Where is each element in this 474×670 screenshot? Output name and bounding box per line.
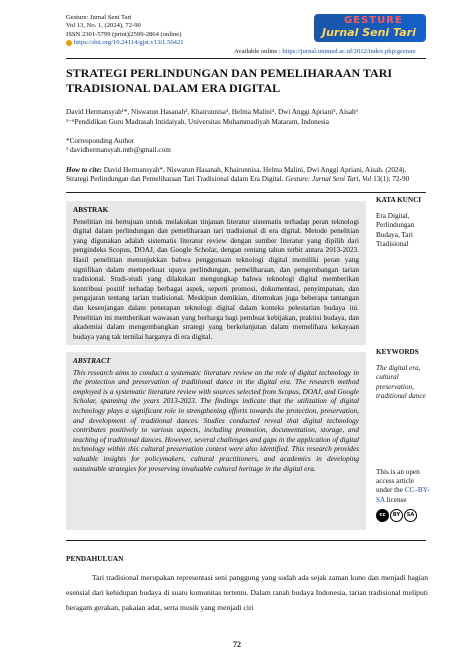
citation-journal: Gesture: Jurnal Seni Tari, Vol bbox=[285, 175, 372, 184]
by-icon: BY bbox=[390, 509, 403, 522]
abstract-text: This research aims to conduct a systematic literature review on the role of digital technology in the protection and preservation of traditional dance in the digital era. The research method employed is a systematic literature review with sources selected from Scopus, DOAJ, and Google Scholar, spanning the years 2013-2023. The findings indicate that the utilization of digital technology plays a significant role in strengthening efforts towards the protection, preservation, and development of traditional dances. Studies conducted reveal that digital technology contributes positively to various aspects, including promotion, documentation, storage, and teaching of traditional dances. However, several challenges and gaps in the application of digital technology within this cultural preservation context were also identified. This research provides valuable insights for policymakers, cultural practitioners, and academics in developing sustainable strategies for preserving invaluable cultural heritage in the digital era. bbox=[73, 367, 359, 473]
issn-info: ISSN 2301-5799 (print)|2599-2864 (online) bbox=[66, 30, 182, 38]
section-body bbox=[66, 570, 428, 615]
keywords-text: The digital era, cultural preservation, traditional dance bbox=[376, 364, 426, 400]
abstract-box bbox=[66, 352, 366, 530]
cc-icon: cc bbox=[376, 509, 389, 522]
citation-label: How to cite: bbox=[66, 166, 102, 174]
corresponding-label: *Corresponding Author bbox=[66, 137, 135, 145]
paper-title: STRATEGI PERLINDUNGAN DAN PEMELIHARAAN TARI TRADISIONAL DALAM ERA DIGITAL bbox=[66, 66, 393, 95]
abstrak-text: Penelitian ini bertujuan untuk melakukan tinjauan literatur sistematis terhadap peran teknologi digital dalam perlindungan dan pemeliharaan tari tradisional di era digital. Metode penelitian yang digunakan adalah sistematis literatur review dengan sumber literatur yang dipilih dari pengindeks Scopus, DOAJ, dan Google Scholar, dengan rentang tahun terbit antara 2013-2023. Hasil penelitian menunjukkan bahwa penggunaan teknologi digital memiliki peran yang signifikan dalam memperkuat upaya perlindungan, pemeliharaan, dan pengembangan tarian tradisional. Studi-studi yang dilakukan mengungkap bahwa teknologi digital memberikan kontribusi positif terhadap berbagai aspek, seperti promosi, dokumentasi, penyimpanan, dan pengajaran tentang tarian tradisional. Meskipun demikian, ditemukan juga beberapa tantangan dan kesenjangan dalam penerapan teknologi digital dalam konteks pelestarian budaya ini. Penelitian ini memberikan wawasan yang berharga bagi pembuat kebijakan, praktisi budaya, dan akademisi dalam mengembangkan strategi yang berkelanjutan dalam memelihara kekayaan budaya yang tak ternilai harganya di era digital. bbox=[73, 216, 359, 341]
section-text: Tari tradisional merupakan representasi seni panggung yang sudah ada sejak zaman kuno dan menjadi bagian esensial dari kehidupan budaya di suatu komunitas tertentu. Dalam ranah budaya Indonesia, tarian tradisional meliputi beragam gerakan, pakaian adat, serta musik yang menjadi ciri bbox=[66, 573, 428, 612]
available-url[interactable]: https://jurnal.unimed.ac.id/2012/index.php/gesture bbox=[282, 48, 416, 55]
citation-text: David Hermansyah*, Niswatun Hasanah, Khairunnisa, Helma Malini, Dwi Anggi Apriani, Aisah. (2024). Strategi Perlindungan dan Pemeliharaan Tari Tradisional dalam Era Digital. bbox=[66, 166, 407, 184]
journal-name: Gesture: Jurnal Seni Tari bbox=[66, 14, 132, 21]
license-link[interactable]: CC–BY-SA bbox=[376, 486, 430, 504]
journal-header bbox=[66, 14, 266, 48]
abstrak-box bbox=[66, 201, 366, 345]
keywords bbox=[376, 348, 432, 401]
license-text: This is an open access article under the bbox=[376, 468, 420, 495]
kata-kunci-text: Era Digital, Perlindungan Budaya, Tari Tradisional bbox=[376, 212, 415, 248]
keywords-heading: KEYWORDS bbox=[376, 348, 419, 356]
doi-link[interactable]: https://doi.org/10.24114/gjst.v13i1.56421 bbox=[74, 39, 184, 47]
author-list: David Hermansyah¹*, Niswatun Hasanah², Khairunnisa³, Helma Malini⁴, Dwi Anggi Apriani⁵, Aisah⁶ bbox=[66, 108, 359, 116]
affiliation: ¹⁻⁶Pendidikan Guru Madrasah Intidaiyah, Universitas Muhammadiyah Mataram, Indonesia bbox=[66, 118, 329, 126]
doi-icon bbox=[66, 40, 72, 46]
corresponding-author bbox=[66, 137, 171, 155]
citation-pages: 13(1): 72-90 bbox=[373, 175, 410, 184]
citation-divider bbox=[66, 192, 426, 193]
doi-line bbox=[66, 39, 266, 47]
corresponding-email[interactable]: ¹ davidhermansyah.mtb@gmail.com bbox=[66, 146, 171, 154]
cc-by-sa-badge[interactable] bbox=[376, 509, 432, 522]
journal-logo bbox=[314, 14, 426, 42]
sa-icon: SA bbox=[404, 509, 417, 522]
license-block bbox=[376, 468, 432, 522]
abstrak-heading: ABSTRAK bbox=[73, 205, 109, 214]
abstract-heading: ABSTRACT bbox=[73, 356, 111, 365]
kata-kunci bbox=[376, 196, 432, 249]
abstract-divider bbox=[66, 540, 426, 541]
logo-subtitle: Jurnal Seni Tari bbox=[322, 26, 416, 39]
license-text-end: license bbox=[386, 495, 407, 504]
page-number: 72 bbox=[233, 640, 241, 649]
kata-kunci-heading: KATA KUNCI bbox=[376, 196, 422, 204]
section-heading: PENDAHULUAN bbox=[66, 554, 124, 563]
citation-block bbox=[66, 166, 428, 185]
logo-title: GESTURE bbox=[344, 15, 403, 26]
volume-info: Vol 13, No. 1, (2024), 72-90 bbox=[66, 22, 141, 30]
header-divider bbox=[66, 58, 426, 59]
available-online bbox=[234, 48, 416, 55]
available-label: Available online : bbox=[234, 48, 281, 55]
